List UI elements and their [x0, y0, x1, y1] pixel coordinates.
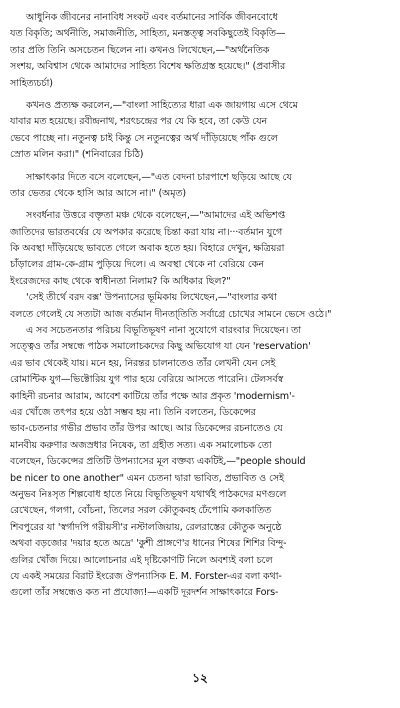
- paragraph-6: [10, 323, 390, 602]
- text-line: এ সব সচেতনতার পরিচয় বিভূতিভূষণ নানা সুযোগে বারংবার দিয়েছেন। তা: [26, 325, 301, 337]
- text-line: এর খোঁজে তৎপর হয়ে ওঠা সম্ভব হয় না। তিনি বলতেন, ডিকেন্সের: [10, 406, 256, 418]
- text-line: স্রোত মলিন করা।" (শনিবারের চিঠি): [10, 149, 144, 161]
- text-line: বলতে গেলেই যে সত্যটা আজ বর্তমান দীনতা্তিতি সর্বাগ্রে চোখের সামনে ভেসে ওঠে।": [10, 308, 332, 320]
- text-line: গুলো তাঁর সম্বন্ধেও কত না প্রযোজ্য!—একটি দূরদর্শন সাক্ষাৎকারে Fors-: [10, 587, 279, 599]
- text-line: কখনও প্রত্যক্ষ করলেন,—"বাংলা সাহিত্যের ধারা এক জায়গায় এসে থেমে: [26, 99, 298, 111]
- text-line: এর ভাব থেকেই যায়। মনে হয়, নিরন্তর চালনাতেও তাঁর লেখনী যেন সেই: [10, 357, 276, 369]
- text-line: অনুভব নিঃসৃত শিল্পবোধ হাতে নিয়ে বিভূতিভূষণ যথার্থই পাঠকদের মণগুলে: [10, 488, 287, 500]
- text-line: কাহিনী রচনার আরাম, আবেশ কাটিয়ে তাঁর পক্ষে আর প্রকৃত 'modernism'-: [10, 390, 295, 402]
- text-line: ভেবে পাচ্ছে না। নতুনত্ব চাই কিন্তু সে নতুনত্বের অর্থ দাঁড়িয়েছে পাঁক গুলে: [10, 132, 278, 144]
- text-line: কি অবস্থা দাঁড়িয়েছে ভাবতে গেলে অবাক হতে হয়। বিহারে দেখুন, ক্ষত্রিয়রা: [10, 243, 285, 255]
- text-line: সাহিত্যচর্চা): [10, 77, 53, 89]
- text-line: সাক্ষাৎকার দিতে বসে বলেছেন,—"এত বেদনা চারপাশে ছড়িয়ে আছে যে: [26, 171, 292, 183]
- text-line: যত বিকৃতি; অর্থনীতি, সমাজনীতি, সাহিত্য, মনস্তত্ত্ব সবকিছুতেই বিকৃতি—: [10, 28, 286, 40]
- text-line: রোমান্টিক যুগ—ভিক্টোরিয় যুগ পার হয়ে বেরিয়ে আসতে পারেনি। টেলসর্বস্ব: [10, 374, 284, 386]
- text-line: বলেছেন, ডিকেন্সের প্রতিটি উপন্যাসের মূল বক্তব্য একটিই,—"people should: [10, 456, 306, 468]
- text-line: শিবপুরের যা 'স্বর্গাদপি গরীয়সী'র নস্টালজিয়ায়, রেলরাস্তের কৌতুক অনুষ্ঠে: [10, 521, 282, 533]
- paragraph-4: [10, 208, 390, 290]
- text-line: ইংরেজদের কাছ থেকে স্বাধীনতা নিলাম? কি অধিকার ছিল?": [10, 275, 231, 287]
- text-line: মানবীয় করুণার অজস্রধার নিষেক, তা গ্রহীত সত্য। এক সমালোচক তো: [10, 439, 272, 451]
- text-line: যাবার মত হয়েছে। রবীন্দ্রনাথ, শরৎচন্দ্রের পর যে কি হবে, তা কেউ যেন: [10, 116, 268, 128]
- paragraph-1: [10, 10, 390, 92]
- page-number: ১২: [192, 671, 208, 685]
- paragraph-3: [10, 170, 390, 203]
- text-line: তার প্রতি তিনি অসচেতন ছিলেন না। কখনও লিখেছেন,—"অর্থনৈতিক: [10, 44, 270, 56]
- text-line: be nicer to one another" এমন চেতনা দ্বারা ভাবিত, প্রভাবিত ও সেই: [10, 472, 284, 484]
- text-line: 'সেই তীর্থে বরদ বক্স' উপন্যাসের ভূমিকায় লিখেছেন,—"বাংলার কথা: [26, 292, 277, 304]
- text-line: সত্ত্বেও তাঁর সম্বন্ধে পাঠক সমালোচকদের কিছু অভিযোগ যা যেন 'reservation': [10, 341, 311, 353]
- text-line: অথবা বড়জোর 'দয়ার হতে অদ্রে' 'কুশী প্রাঙ্গণে'র ধানের শিষের শিশির বিন্দু-: [10, 538, 287, 550]
- paragraph-2: [10, 98, 390, 164]
- text-line: জাতিদের ভারতবর্ষের যে অপকার করেছে চিন্তা করা যায় না।···বর্তমান যুগে: [10, 226, 283, 238]
- text-line: সংশয়, অবিশ্বাস থেকে আমাদের সাহিত্য বিশেষ ক্ষতিগ্রস্ত হয়েছে।" (প্রবাসীর: [10, 61, 286, 73]
- paragraph-5: [10, 290, 390, 323]
- text-line: তার ভেতর থেকে হাসি আর আসে না।" (অমৃত): [10, 187, 187, 199]
- text-line: রেখেছেন, গলগা, বোঁচনা, তিলের সরল কৌতুকবহ ঢেঁপোমি কলকাতিত: [10, 505, 272, 517]
- text-line: সংবর্ধনার উত্তরে বক্তৃতা মঞ্চ থেকে বলেছেন,—"আমাদের এই অভিশপ্ত: [26, 210, 286, 222]
- text-line: যে একই সময়ের বিরাট ইংরেজ ঔপন্যাসিক E. M. Forster-এর বলা কথা-: [10, 570, 282, 582]
- text-line: আধুনিক জীবনের নানাবিধ সংকট এবং বর্তমানের সার্বিক জীবনবোধে: [26, 12, 278, 23]
- text-line: গুলির খোঁজ দিয়ে। আলোচনার এই দৃষ্টিকোণটি নিলে অবশ্যই বলা চলে: [10, 554, 273, 566]
- text-line: চাঁড়ালের গ্রাম-কে-গ্রাম পুড়িয়ে দিলে। এ অবস্থা থেকে না বেরিয়ে কেন: [10, 259, 264, 271]
- text-line: ভাব-চেতনার গভীর প্রভাব তাঁর উপর আছে। আর ডিকেন্সের রচনাতেও যে: [10, 423, 283, 435]
